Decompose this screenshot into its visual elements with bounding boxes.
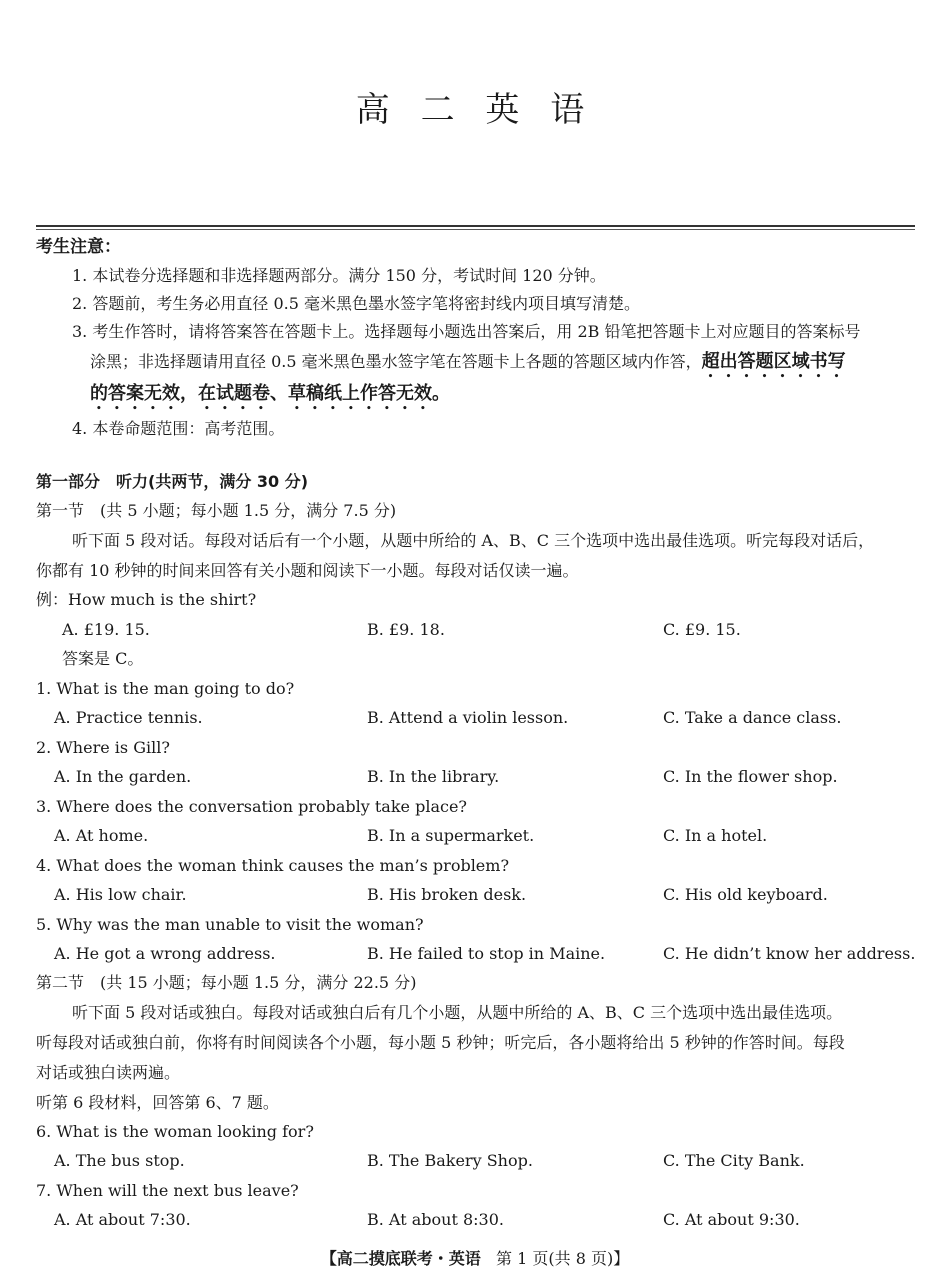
section1-instruction-line-2: 你都有 10 秒钟的时间来回答有关小题和阅读下一小题。每段对话仅读一遍。 <box>36 561 579 580</box>
question-3: 3. Where does the conversation probably take place? <box>36 797 467 816</box>
material-6-label: 听第 6 段材料，回答第 6、7 题。 <box>36 1093 279 1112</box>
example-option-c: C. £9. 15. <box>663 620 741 639</box>
notice-item-3-line-2 <box>90 351 846 382</box>
q2-option-b: B. In the library. <box>367 767 500 786</box>
example-option-a: A. £19. 15. <box>62 620 150 639</box>
notice-item-2: 2. 答题前，考生务必用直径 0.5 毫米黑色墨水签字笔将密封线内项目填写清楚。 <box>72 294 640 313</box>
notice-item-3-line-3 <box>90 383 450 414</box>
question-5: 5. Why was the man unable to visit the woman? <box>36 915 424 934</box>
q7-option-a: A. At about 7:30. <box>54 1210 191 1229</box>
page-footer <box>0 1246 950 1269</box>
q2-option-c: C. In the flower shop. <box>663 767 838 786</box>
q3-option-c: C. In a hotel. <box>663 826 768 845</box>
header-rule-thin <box>36 229 915 230</box>
section2-heading: 第二节 (共 15 小题；每小题 1.5 分，满分 22.5 分) <box>36 973 417 992</box>
section2-instruction-line-3: 对话或独白读两遍。 <box>36 1063 181 1082</box>
footer-page-number: 第 1 页(共 8 页)】 <box>496 1249 630 1268</box>
notice-item-3-text: 涂黑；非选择题请用直径 0.5 毫米黑色墨水签字笔在答题卡上各题的答题区域内作答， <box>90 352 702 371</box>
header-rule <box>36 225 915 227</box>
notice-item-3-line-1: 3. 考生作答时，请将答案答在答题卡上。选择题每小题选出答案后，用 2B 铅笔把答题卡上对应题目的答案标号 <box>72 322 861 341</box>
q4-option-b: B. His broken desk. <box>367 885 527 904</box>
page-title: 高 二 英 语 <box>355 90 595 130</box>
q4-option-c: C. His old keyboard. <box>663 885 828 904</box>
q1-option-b: B. Attend a violin lesson. <box>367 708 569 727</box>
example-option-b: B. £9. 18. <box>367 620 445 639</box>
notice-item-4: 4. 本卷命题范围：高考范围。 <box>72 419 285 438</box>
question-7: 7. When will the next bus leave? <box>36 1181 299 1200</box>
question-2: 2. Where is Gill? <box>36 738 170 757</box>
section1-instruction-line-1: 听下面 5 段对话。每段对话后有一个小题，从题中所给的 A、B、C 三个选项中选出最佳选项。听完每段对话后， <box>72 531 875 550</box>
question-1: 1. What is the man going to do? <box>36 679 295 698</box>
part1-heading: 第一部分 听力(共两节，满分 30 分) <box>36 472 309 491</box>
notice-heading: 考生注意： <box>36 237 121 257</box>
notice-emphasis-2: 的答案无效，在试题卷、草稿纸上作答无效。 <box>90 383 450 404</box>
q5-option-a: A. He got a wrong address. <box>54 944 276 963</box>
example-question: 例：How much is the shirt? <box>36 590 257 609</box>
section1-heading: 第一节 (共 5 小题；每小题 1.5 分，满分 7.5 分) <box>36 501 397 520</box>
q1-option-c: C. Take a dance class. <box>663 708 842 727</box>
section2-instruction-line-2: 听每段对话或独白前，你将有时间阅读各个小题，每小题 5 秒钟；听完后，各小题将给出 5 秒钟的作答时间。每段 <box>36 1033 845 1052</box>
q4-option-a: A. His low chair. <box>54 885 187 904</box>
footer-exam-name: 【高二摸底联考・英语 <box>320 1249 481 1268</box>
q2-option-a: A. In the garden. <box>54 767 192 786</box>
q6-option-a: A. The bus stop. <box>54 1151 185 1170</box>
example-answer: 答案是 C。 <box>62 649 144 668</box>
q3-option-a: A. At home. <box>54 826 149 845</box>
q7-option-b: B. At about 8:30. <box>367 1210 504 1229</box>
q7-option-c: C. At about 9:30. <box>663 1210 800 1229</box>
notice-emphasis-1: 超出答题区域书写 <box>701 351 846 372</box>
q1-option-a: A. Practice tennis. <box>54 708 203 727</box>
q6-option-c: C. The City Bank. <box>663 1151 805 1170</box>
q6-option-b: B. The Bakery Shop. <box>367 1151 533 1170</box>
q5-option-c: C. He didn’t know her address. <box>663 944 916 963</box>
section2-instruction-line-1: 听下面 5 段对话或独白。每段对话或独白后有几个小题，从题中所给的 A、B、C 三个选项中选出最佳选项。 <box>72 1003 843 1022</box>
question-6: 6. What is the woman looking for? <box>36 1122 314 1141</box>
notice-item-1: 1. 本试卷分选择题和非选择题两部分。满分 150 分，考试时间 120 分钟。 <box>72 266 606 285</box>
question-4: 4. What does the woman think causes the man’s problem? <box>36 856 510 875</box>
q3-option-b: B. In a supermarket. <box>367 826 535 845</box>
q5-option-b: B. He failed to stop in Maine. <box>367 944 606 963</box>
